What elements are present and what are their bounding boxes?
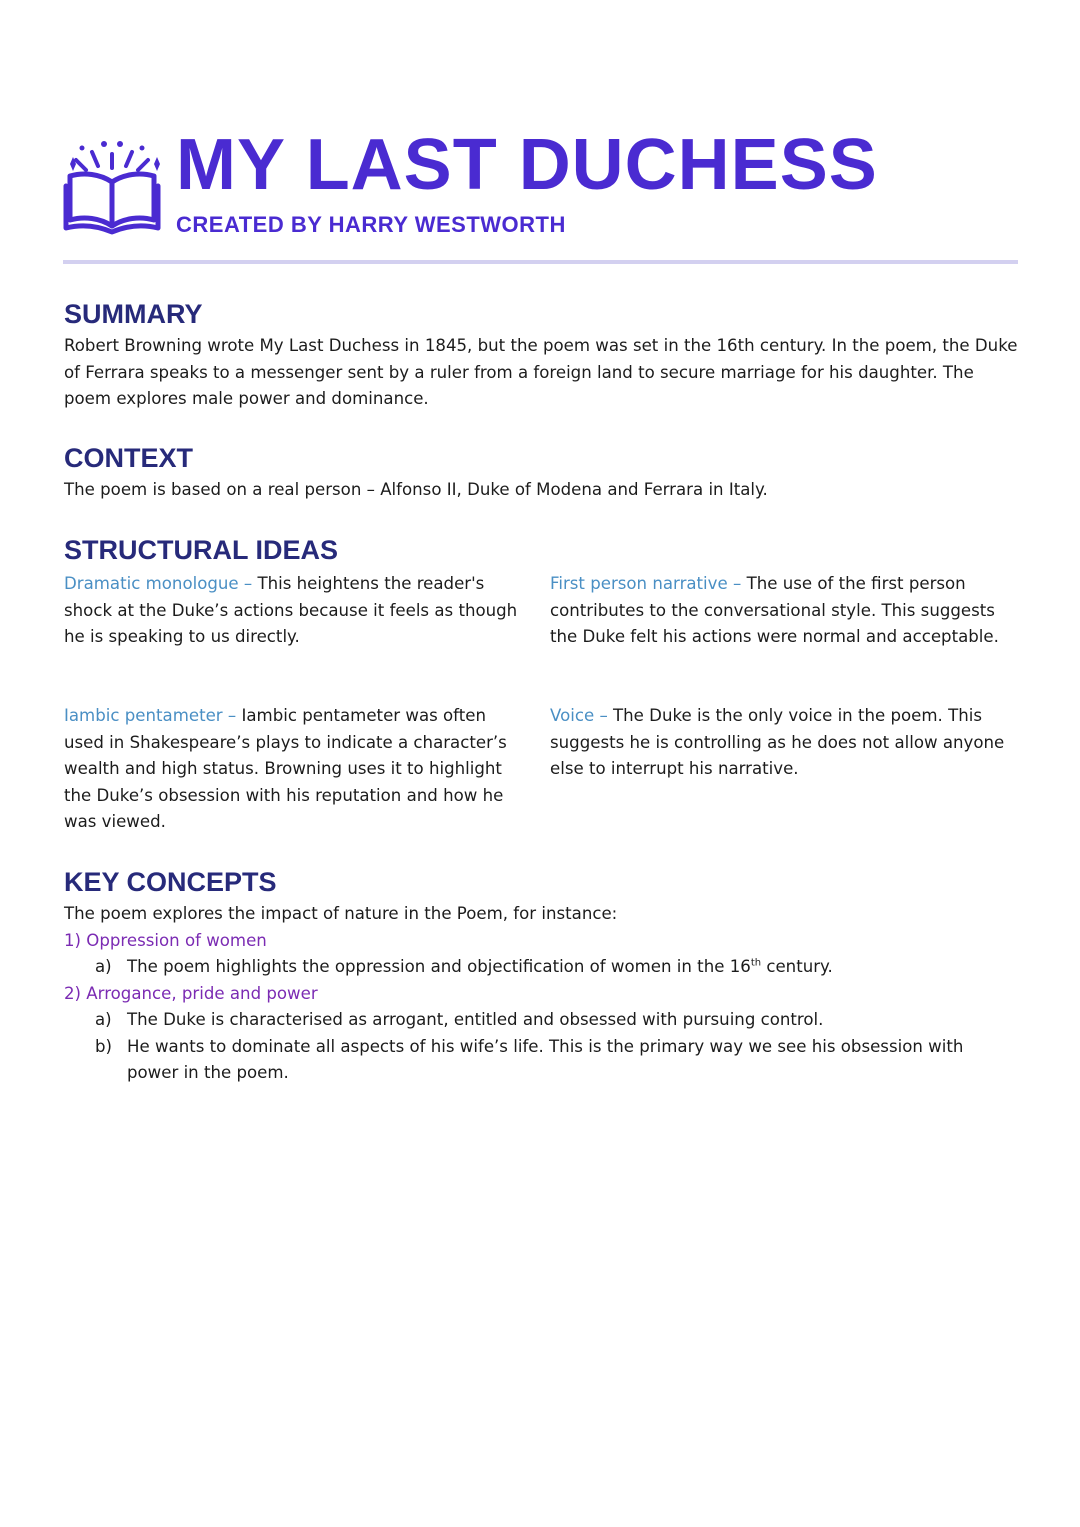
structural-text: The use of the first person contributes to the conversational style. This suggests the Duke felt his actions were normal and acceptable.	[550, 574, 999, 646]
structural-text: Iambic pentameter was often used in Shakespeare’s plays to indicate a character’s wealth and high status. Browning uses it to highlight the Duke’s obsession with his reputation and how he was viewed.	[64, 706, 507, 831]
structural-heading: STRUCTURAL IDEAS	[64, 535, 339, 565]
page-title: MY LAST DUCHESS	[176, 125, 878, 205]
concept-label: 1) Oppression of women	[64, 930, 267, 950]
structural-text: This heightens the reader's shock at the Duke’s actions because it feels as though he is speaking to us directly.	[64, 574, 518, 646]
structural-text: The Duke is the only voice in the poem. This suggests he is controlling as he does not allow anyone else to interrupt his narrative.	[550, 706, 1005, 778]
structural-term: Dramatic monologue	[64, 574, 239, 593]
point-marker: a)	[95, 957, 112, 976]
structural-item: Iambic pentameter – Iambic pentameter was often used in Shakespeare’s plays to indicate a character’s wealth and high status. Browning uses it to highlight the Duke’s obsession with his reputation and how he was viewed.	[64, 706, 507, 831]
concept-point: a) The Duke is characterised as arrogant, entitled and obsessed with pursuing control.	[64, 1007, 1019, 1034]
structural-item: Voice – The Duke is the only voice in the poem. This suggests he is controlling as he does not allow anyone else to interrupt his narrative.	[550, 706, 1005, 778]
structural-item: Dramatic monologue – This heightens the reader's shock at the Duke’s actions because it feels as though he is speaking to us directly.	[64, 574, 518, 646]
structural-section	[64, 533, 1019, 843]
open-book-icon	[62, 128, 162, 238]
context-heading: CONTEXT	[64, 443, 194, 473]
concept-point: b) He wants to dominate all aspects of his wife’s life. This is the primary way we see his obsession with power in the poem.	[64, 1034, 1019, 1087]
header-divider	[63, 260, 1018, 264]
point-marker: b)	[95, 1036, 113, 1056]
concept-label: 2) Arrogance, pride and power	[64, 983, 318, 1003]
key-concepts-intro: The poem explores the impact of nature in the Poem, for instance:	[64, 904, 618, 923]
concept-list	[64, 928, 1019, 1087]
key-concepts-heading: KEY CONCEPTS	[64, 867, 277, 897]
summary-heading: SUMMARY	[64, 299, 203, 329]
concept-point: a) The poem highlights the oppression and objectification of women in the 16th century.	[64, 954, 1019, 981]
key-concepts-section	[64, 865, 1019, 1087]
structural-term: First person narrative	[550, 574, 728, 593]
summary-text: Robert Browning wrote My Last Duchess in 1845, but the poem was set in the 16th century. In the poem, the Duke of Ferrara speaks to a messenger sent by a ruler from a foreign land to secure marriage for his daughter. The poem explores male power and dominance.	[64, 336, 1018, 408]
document-header	[62, 120, 1022, 250]
context-section	[64, 441, 1019, 504]
structural-term: Voice	[550, 706, 595, 725]
structural-item: First person narrative – The use of the first person contributes to the conversational style. This suggests the Duke felt his actions were normal and acceptable.	[550, 574, 999, 646]
summary-section	[64, 297, 1019, 413]
structural-term: Iambic pentameter	[64, 706, 223, 725]
point-marker: a)	[95, 1010, 112, 1029]
page-subtitle: CREATED BY HARRY WESTWORTH	[176, 212, 566, 237]
context-text: The poem is based on a real person – Alfonso II, Duke of Modena and Ferrara in Italy.	[64, 480, 768, 499]
